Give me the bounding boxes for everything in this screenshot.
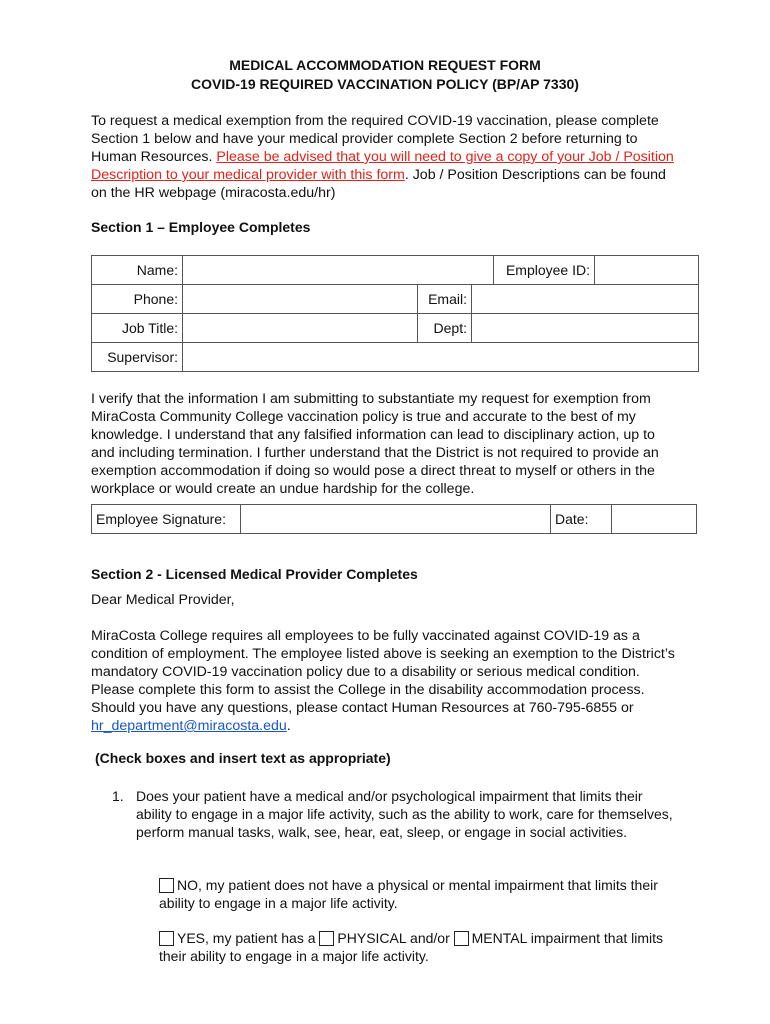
option-physical-text: PHYSICAL and/or [337, 930, 450, 946]
signature-table [91, 504, 697, 534]
date-field[interactable] [612, 505, 697, 534]
provider-instructions [91, 627, 681, 735]
phone-field[interactable] [183, 285, 418, 314]
name-label: Name: [92, 256, 183, 285]
verification-statement: I verify that the information I am submitting to substantiate my request for exemption from MiraCosta Community College vaccination policy is true and accurate to the best of my knowledge. I understand that any falsified information can lead to disciplinary action, up to and including termination. I further understand that the District is not required to provide an exemption accommodation if doing so would pose a direct threat to myself or others in the workplace or would create an undue hardship for the college. [91, 391, 659, 497]
email-field[interactable] [472, 285, 699, 314]
email-label: Email: [418, 285, 472, 314]
option-yes [159, 929, 689, 965]
employee-info-table [91, 255, 699, 372]
question-1 [112, 787, 682, 841]
supervisor-label: Supervisor: [92, 343, 183, 372]
provider-text: MiraCosta College requires all employees to be fully vaccinated against COVID-19 as a condition of employment. The employee listed above is seeking an exemption to the District’s mandatory COVID-19 vaccination policy due to a disability or serious medical condition. Please complete this form to assist the College in the disability accommodation process. Should you have any questions, please contact Human Resources at 760-795-6855 or [91, 628, 675, 716]
checkbox-instruction: (Check boxes and insert text as appropriate) [95, 750, 391, 766]
yes-checkbox[interactable] [159, 931, 174, 946]
form-subtitle: COVID-19 REQUIRED VACCINATION POLICY (BP/AP 7330) [191, 76, 579, 92]
signature-label: Employee Signature: [92, 505, 241, 534]
question-1-text: Does your patient have a medical and/or psychological impairment that limits their ability to engage in a major life activity, such as the ability to work, care for themselves, perform manual tasks, walk, see, hear, eat, sleep, or engage in social activities. [136, 788, 673, 840]
option-no-text: NO, my patient does not have a physical or mental impairment that limits their ability to engage in a major life activity. [159, 877, 658, 911]
option-mental-text: MENTAL impairment that limits their ability to engage in a major life activity. [159, 930, 664, 964]
intro-paragraph [91, 112, 681, 202]
signature-field[interactable] [241, 505, 551, 534]
phone-label: Phone: [92, 285, 183, 314]
dept-field[interactable] [472, 314, 699, 343]
no-checkbox[interactable] [159, 878, 174, 893]
supervisor-field[interactable] [183, 343, 699, 372]
option-no [159, 876, 689, 912]
date-label: Date: [551, 505, 612, 534]
section1-heading: Section 1 – Employee Completes [91, 219, 311, 235]
section2-heading: Section 2 - Licensed Medical Provider Completes [91, 566, 418, 582]
employee-id-field[interactable] [595, 256, 699, 285]
job-title-label: Job Title: [92, 314, 183, 343]
provider-text-end: . [286, 718, 291, 734]
name-field[interactable] [183, 256, 494, 285]
dept-label: Dept: [418, 314, 472, 343]
form-title: MEDICAL ACCOMMODATION REQUEST FORM [229, 57, 541, 73]
hr-email-link[interactable]: hr_department@miracosta.edu [91, 718, 287, 734]
physical-checkbox[interactable] [319, 931, 334, 946]
intro-text-end: . Job / Position Descriptions can be found on the HR webpage (miracosta.edu/hr) [91, 167, 666, 201]
mental-checkbox[interactable] [454, 931, 469, 946]
employee-id-label: Employee ID: [494, 256, 595, 285]
intro-text: To request a medical exemption from the required COVID-19 vaccination, please complete Section 1 below and have your medical provider complete Section 2 before returning to Human Resources. [91, 113, 659, 165]
question-1-number: 1. [112, 788, 124, 804]
job-title-field[interactable] [183, 314, 418, 343]
salutation: Dear Medical Provider, [91, 592, 235, 608]
job-description-notice: Please be advised that you will need to give a copy of your Job / Position Description to your medical provider with this form [91, 149, 674, 183]
option-yes-text: YES, my patient has a [177, 930, 316, 946]
